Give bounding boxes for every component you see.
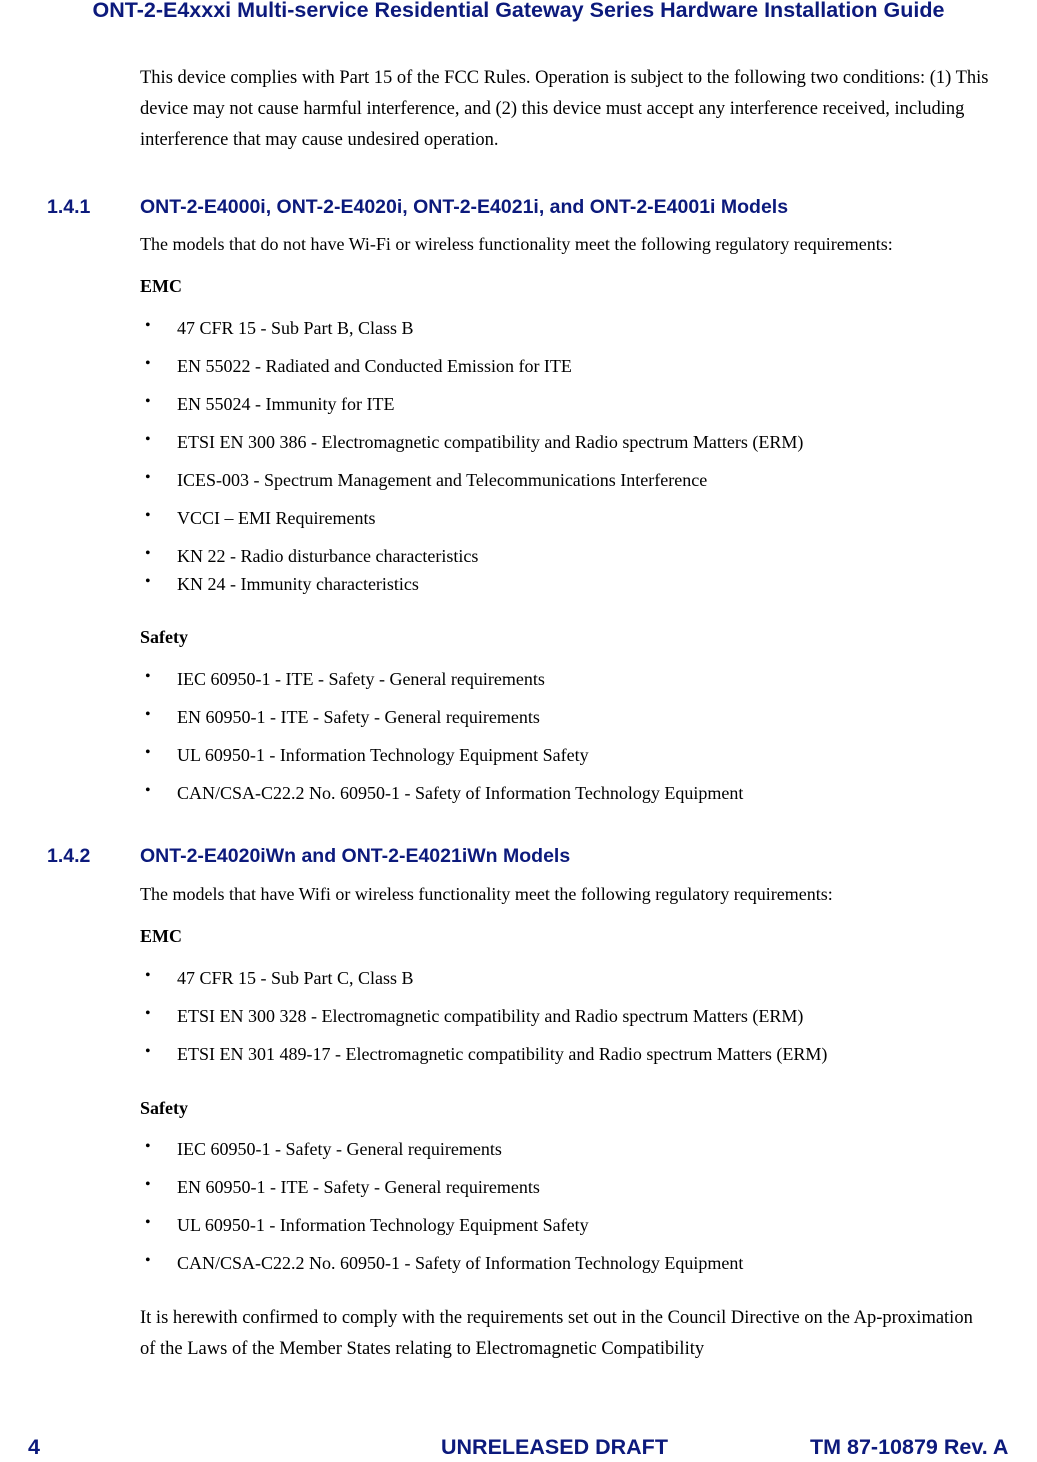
bullet-icon: • [145,393,151,410]
document-number: TM 87-10879 Rev. A [810,1435,1009,1459]
bullet-icon: • [145,317,151,334]
section-title: ONT-2-E4000i, ONT-2-E4020i, ONT-2-E4021i, and ONT-2-E4001i Models [140,196,789,218]
bullet-icon: • [145,782,151,799]
bullet-icon: • [145,1005,151,1022]
section-number: 1.4.2 [47,845,91,867]
bullet-icon: • [145,706,151,723]
intro-paragraph: This device complies with Part 15 of the FCC Rules. Operation is subject to the following two conditions: (1) This device may not cause harmful interference, and (2) this device must accept any interference received, including interference that may cause undesired operation. [140,68,989,150]
bullet-icon: • [145,545,151,562]
bullet-icon: • [145,1214,151,1231]
section-description: The models that do not have Wi-Fi or wireless functionality meet the following regulatory requirements: [140,234,893,254]
bullet-icon: • [145,1043,151,1060]
section-description: The models that have Wifi or wireless functionality meet the following regulatory requirements: [140,884,833,904]
bullet-icon: • [145,744,151,761]
bullet-icon: • [145,1176,151,1193]
section-heading-1-4-2 [47,845,570,868]
bullet-icon: • [145,431,151,448]
bullet-icon: • [145,1138,151,1155]
section-title: ONT-2-E4020iWn and ONT-2-E4021iWn Models [140,845,571,867]
bullet-icon: • [145,355,151,372]
safety-label: Safety [140,627,188,647]
page-number: 4 [28,1435,40,1459]
bullet-icon: • [145,967,151,984]
emc-label: EMC [140,926,182,946]
page-header-title: ONT-2-E4xxxi Multi-service Residential Gateway Series Hardware Installation Guide [92,0,945,22]
bullet-icon: • [145,507,151,524]
emc-label: EMC [140,276,182,296]
bullet-icon: • [145,469,151,486]
bullet-icon: • [145,1252,151,1269]
safety-label: Safety [140,1098,188,1118]
bullet-icon: • [145,668,151,685]
closing-paragraph: It is herewith confirmed to comply with the requirements set out in the Council Directive on the Ap-proximation of the Laws of the Member States relating to Electromagnetic Compatibility [140,1308,973,1359]
bullet-icon: • [145,573,151,590]
draft-status: UNRELEASED DRAFT [441,1435,668,1459]
section-heading-1-4-1 [47,196,788,219]
section-number: 1.4.1 [47,196,91,218]
